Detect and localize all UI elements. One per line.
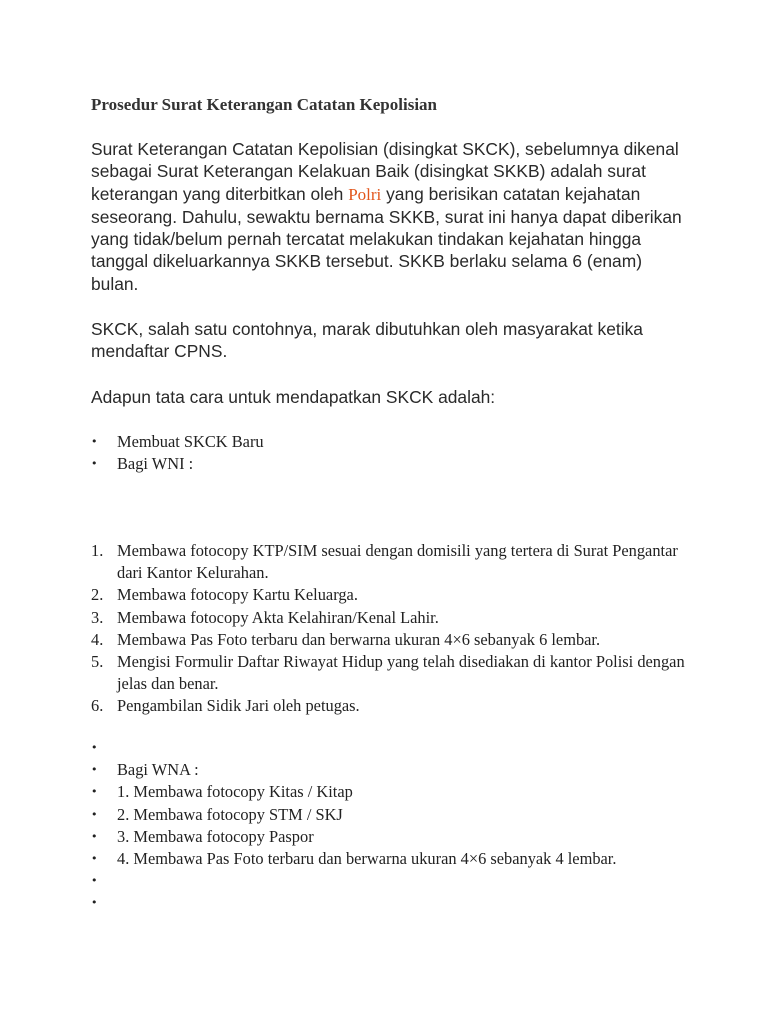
step-text: Membawa Pas Foto terbaru dan berwarna ukuran 4×6 sebanyak 6 lembar. <box>117 629 601 649</box>
list-item <box>91 848 711 870</box>
list-item-text: 1. Membawa fotocopy Kitas / Kitap <box>117 782 353 802</box>
step-number: 1. <box>91 541 104 560</box>
list-item <box>91 826 711 848</box>
step-number: 5. <box>91 652 104 672</box>
list-item <box>91 737 711 759</box>
wni-steps-list <box>91 540 691 718</box>
document-title: Prosedur Surat Keterangan Catatan Kepolisian <box>91 95 437 114</box>
bullet-icon: • <box>91 874 98 888</box>
list-item <box>91 607 691 629</box>
top-bullet-list <box>91 431 711 475</box>
list-item <box>91 431 711 453</box>
bullet-icon: • <box>91 896 98 910</box>
list-item <box>91 870 711 892</box>
list-item <box>91 584 691 606</box>
list-item <box>91 892 711 914</box>
intro-paragraph <box>91 138 691 295</box>
list-item <box>91 540 691 584</box>
step-number: 6. <box>91 696 104 716</box>
list-item <box>91 804 711 826</box>
list-item <box>91 629 691 651</box>
list-item <box>91 759 711 781</box>
list-item-text: 2. Membawa fotocopy STM / SKJ <box>117 804 343 824</box>
bullet-icon: • <box>91 741 98 754</box>
intro-text-before: Surat Keterangan Catatan Kepolisian (disingkat SKCK), sebelumnya dikenal sebagai Surat Keterangan Kelakuan Baik (disingkat SKKB) adalah surat keterangan yang diterbitkan oleh <box>91 139 679 204</box>
step-number: 2. <box>91 585 104 605</box>
bullet-icon: • <box>91 457 98 471</box>
list-item-text: 4. Membawa Pas Foto terbaru dan berwarna ukuran 4×6 sebanyak 4 lembar. <box>117 849 617 868</box>
step-text: Membawa fotocopy Akta Kelahiran/Kenal Lahir. <box>117 607 439 627</box>
step-text: Membawa fotocopy Kartu Keluarga. <box>117 585 358 605</box>
bullet-icon: • <box>91 435 98 448</box>
list-item-text: 3. Membawa fotocopy Paspor <box>117 826 314 846</box>
cpns-paragraph: SKCK, salah satu contohnya, marak dibutuhkan oleh masyarakat ketika mendaftar CPNS. <box>91 319 643 362</box>
wna-bullet-list <box>91 737 711 915</box>
step-text: Pengambilan Sidik Jari oleh petugas. <box>117 696 360 716</box>
polri-link[interactable]: Polri <box>348 184 382 204</box>
list-item-text: Bagi WNA : <box>117 760 199 780</box>
step-number: 4. <box>91 629 104 649</box>
step-number: 3. <box>91 607 104 627</box>
step-text: Mengisi Formulir Daftar Riwayat Hidup yang telah disediakan di kantor Polisi dengan jelas dan benar. <box>117 652 685 694</box>
bullet-icon: • <box>91 785 98 799</box>
bullet-icon: • <box>91 829 98 843</box>
list-item <box>91 453 711 475</box>
bullet-icon: • <box>91 852 98 865</box>
procedure-intro: Adapun tata cara untuk mendapatkan SKCK adalah: <box>91 387 496 407</box>
list-item <box>91 651 691 695</box>
bullet-icon: • <box>91 763 98 777</box>
step-text: Membawa fotocopy KTP/SIM sesuai dengan domisili yang tertera di Surat Pengantar dari Kantor Kelurahan. <box>117 541 678 583</box>
bullet-icon: • <box>91 807 98 821</box>
intro-text-after: yang berisikan catatan kejahatan seseorang. Dahulu, sewaktu bernama SKKB, surat ini hanya dapat diberikan yang tidak/belum pernah tercatat melakukan tindakan kejahatan hingga tanggal dikeluarkannya SKKB tersebut. SKKB berlaku selama 6 (enam) bulan. <box>91 183 682 294</box>
list-item <box>91 781 711 803</box>
list-item-text: Membuat SKCK Baru <box>117 432 264 451</box>
list-item <box>91 695 691 717</box>
list-item-text: Bagi WNI : <box>117 454 194 474</box>
